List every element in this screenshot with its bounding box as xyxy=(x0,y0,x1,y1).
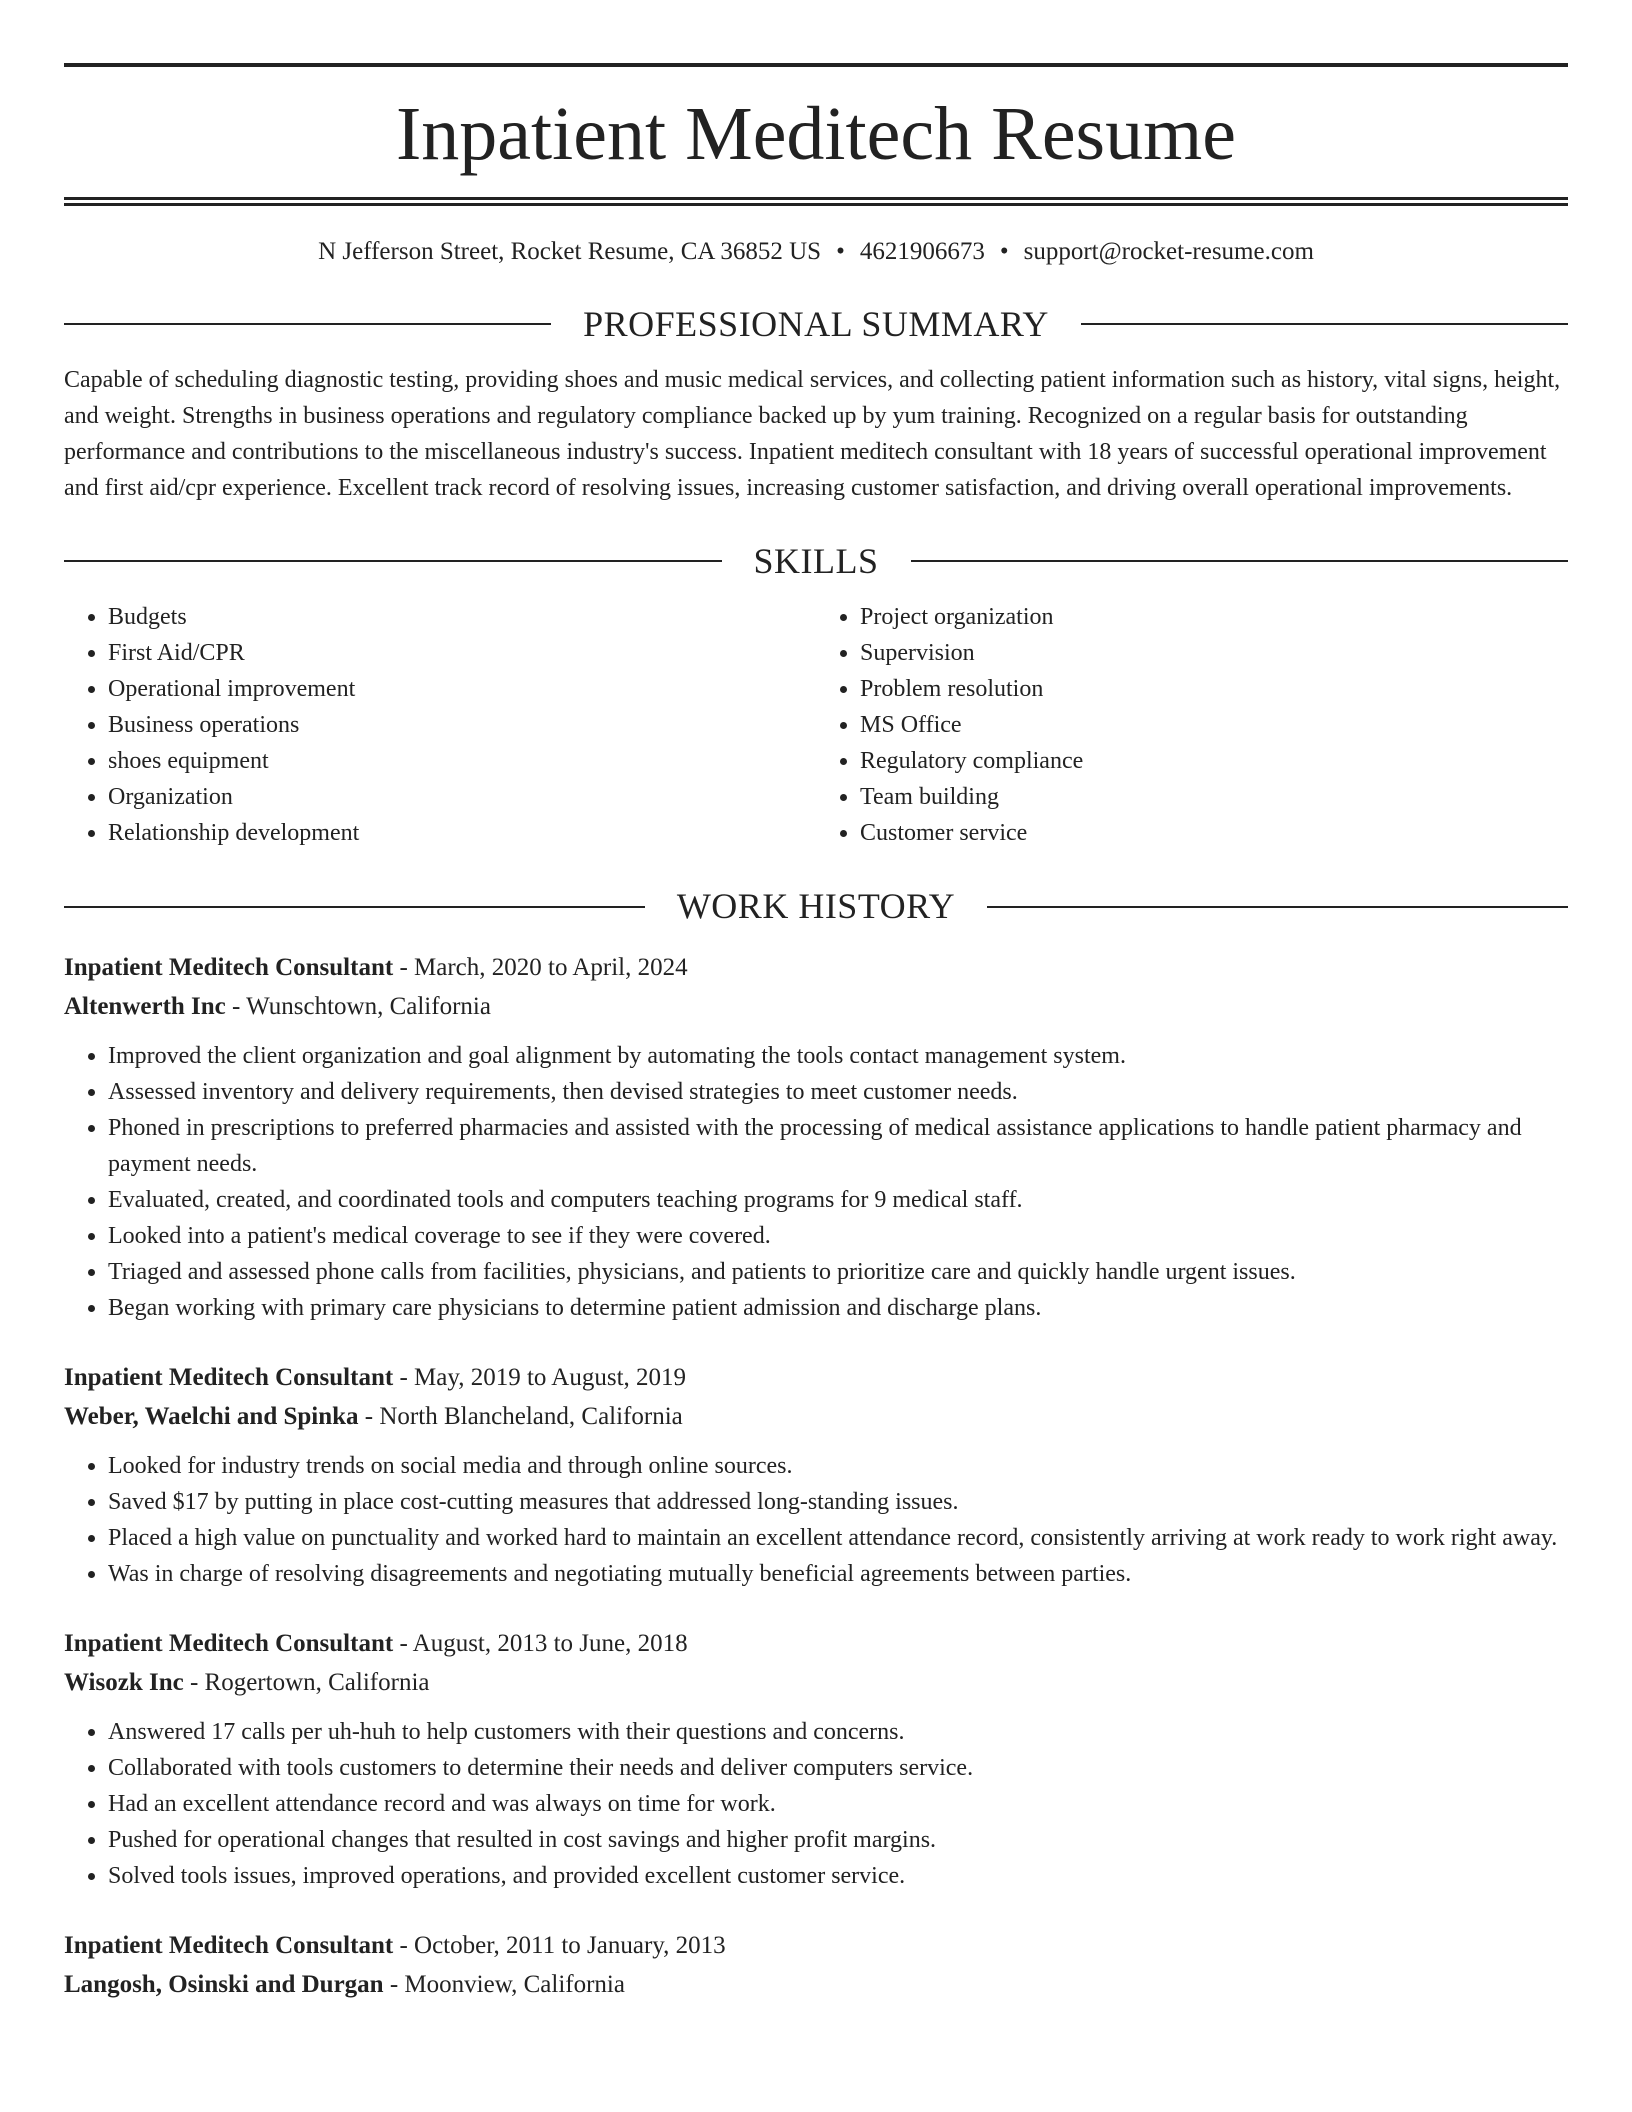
skill-item: • Relationship development xyxy=(108,815,816,851)
job-bullet: • Had an excellent attendance record and was always on time for work. xyxy=(108,1786,1568,1822)
skill-item: • Business operations xyxy=(108,707,816,743)
contact-separator: • xyxy=(999,238,1009,266)
job-company-line xyxy=(64,1965,1568,2004)
job-company: Weber, Waelchi and Spinka xyxy=(64,1403,359,1431)
job-bullet: • Phoned in prescriptions to preferred pharmacies and assisted with the processing of medical assistance applications to handle patient pharmacy and payment needs. xyxy=(108,1110,1568,1182)
job-location: - Wunschtown, California xyxy=(225,993,491,1021)
job-company: Langosh, Osinski and Durgan xyxy=(64,1971,384,1999)
job-dates: - August, 2013 to June, 2018 xyxy=(393,1630,688,1658)
work-history-heading-text: WORK HISTORY xyxy=(676,886,956,927)
job-location: - North Blancheland, California xyxy=(358,1403,683,1431)
job-bullet: • Solved tools issues, improved operations, and provided excellent customer service. xyxy=(108,1858,1568,1894)
job-title-line xyxy=(64,1358,1568,1397)
job-bullet: • Evaluated, created, and coordinated tools and computers teaching programs for 9 medical staff. xyxy=(108,1182,1568,1218)
skill-item: • Organization xyxy=(108,779,816,815)
heading-rule xyxy=(64,906,645,908)
skill-item: • shoes equipment xyxy=(108,743,816,779)
job-entry xyxy=(64,1926,1568,2004)
skills-columns xyxy=(64,599,1568,851)
job-bullet: • Improved the client organization and goal alignment by automating the tools contact management system. xyxy=(108,1038,1568,1074)
job-bullet: • Triaged and assessed phone calls from facilities, physicians, and patients to prioritize care and quickly handle urgent issues. xyxy=(108,1254,1568,1290)
job-bullet: • Pushed for operational changes that resulted in cost savings and higher profit margins. xyxy=(108,1822,1568,1858)
skill-item: • Regulatory compliance xyxy=(860,743,1568,779)
contact-email: support@rocket-resume.com xyxy=(1023,238,1314,266)
job-title: Inpatient Meditech Consultant xyxy=(64,1364,394,1392)
summary-text: Capable of scheduling diagnostic testing, providing shoes and music medical services, and collecting patient information such as history, vital signs, height, and weight. Strengths in business operations and regulatory compliance backed up by yum training. Recognized on a regular basis for outstanding performance and contributions to the miscellaneous industry's success. Inpatient meditech consultant with 18 years of successful operational improvement and first aid/cpr experience. Excellent track record of resolving issues, increasing customer satisfaction, and driving overall operational improvements. xyxy=(64,366,1561,501)
job-company-line xyxy=(64,1663,1568,1702)
job-dates: - May, 2019 to August, 2019 xyxy=(393,1364,687,1392)
contact-phone: 4621906673 xyxy=(859,238,985,266)
skill-item: • Customer service xyxy=(860,815,1568,851)
skill-item: • First Aid/CPR xyxy=(108,635,816,671)
title-double-rule xyxy=(64,197,1568,206)
skill-item: • Project organization xyxy=(860,599,1568,635)
job-bullet: • Saved $17 by putting in place cost-cutting measures that addressed long-standing issues. xyxy=(108,1484,1568,1520)
job-title: Inpatient Meditech Consultant xyxy=(64,1932,394,1960)
heading-rule xyxy=(64,560,722,562)
job-bullets xyxy=(64,1448,1568,1592)
job-title-line xyxy=(64,1926,1568,1965)
job-bullet: • Looked for industry trends on social media and through online sources. xyxy=(108,1448,1568,1484)
job-bullet: • Looked into a patient's medical coverage to see if they were covered. xyxy=(108,1218,1568,1254)
heading-rule xyxy=(987,906,1568,908)
job-bullet: • Began working with primary care physicians to determine patient admission and discharge plans. xyxy=(108,1290,1568,1326)
job-entry xyxy=(64,1624,1568,1894)
job-bullet: • Was in charge of resolving disagreements and negotiating mutually beneficial agreements between parties. xyxy=(108,1556,1568,1592)
job-title-line xyxy=(64,1624,1568,1663)
skills-list-left xyxy=(64,599,816,851)
contact-separator: • xyxy=(836,238,845,266)
job-entry xyxy=(64,948,1568,1326)
top-rule xyxy=(64,63,1568,67)
heading-rule xyxy=(64,323,551,325)
job-bullets xyxy=(64,1714,1568,1894)
job-company: Wisozk Inc xyxy=(64,1669,184,1697)
summary-heading-text: PROFESSIONAL SUMMARY xyxy=(583,303,1049,344)
job-company-line xyxy=(64,987,1568,1026)
job-dates: - March, 2020 to April, 2024 xyxy=(393,954,688,982)
skills-list-right xyxy=(816,599,1568,851)
job-title-line xyxy=(64,948,1568,987)
job-bullet: • Answered 17 calls per uh-huh to help customers with their questions and concerns. xyxy=(108,1714,1568,1750)
heading-rule xyxy=(911,560,1569,562)
job-entry xyxy=(64,1358,1568,1592)
work-history-heading xyxy=(64,885,1568,928)
skill-item: • Team building xyxy=(860,779,1568,815)
heading-rule xyxy=(1081,323,1568,325)
job-location: - Moonview, California xyxy=(383,1971,625,1999)
skill-item: • Problem resolution xyxy=(860,671,1568,707)
skills-heading xyxy=(64,540,1568,583)
job-bullet: • Collaborated with tools customers to determine their needs and deliver computers service. xyxy=(108,1750,1568,1786)
job-company: Altenwerth Inc xyxy=(64,993,226,1021)
job-company-line xyxy=(64,1397,1568,1436)
skills-heading-text: SKILLS xyxy=(753,540,879,581)
skill-item: • MS Office xyxy=(860,707,1568,743)
skill-item: • Supervision xyxy=(860,635,1568,671)
contact-line xyxy=(64,236,1568,269)
job-title: Inpatient Meditech Consultant xyxy=(64,954,394,982)
skill-item: • Operational improvement xyxy=(108,671,816,707)
job-bullets xyxy=(64,1038,1568,1326)
resume-title: Inpatient Meditech Resume xyxy=(396,92,1236,176)
job-dates: - October, 2011 to January, 2013 xyxy=(393,1932,726,1960)
job-bullet: • Assessed inventory and delivery requirements, then devised strategies to meet customer needs. xyxy=(108,1074,1568,1110)
job-location: - Rogertown, California xyxy=(183,1669,430,1697)
contact-address: N Jefferson Street, Rocket Resume, CA 36852 US xyxy=(318,238,822,266)
job-title: Inpatient Meditech Consultant xyxy=(64,1630,394,1658)
skill-item: • Budgets xyxy=(108,599,816,635)
summary-heading xyxy=(64,303,1568,346)
job-bullet: • Placed a high value on punctuality and worked hard to maintain an excellent attendance record, consistently arriving at work ready to work right away. xyxy=(108,1520,1568,1556)
